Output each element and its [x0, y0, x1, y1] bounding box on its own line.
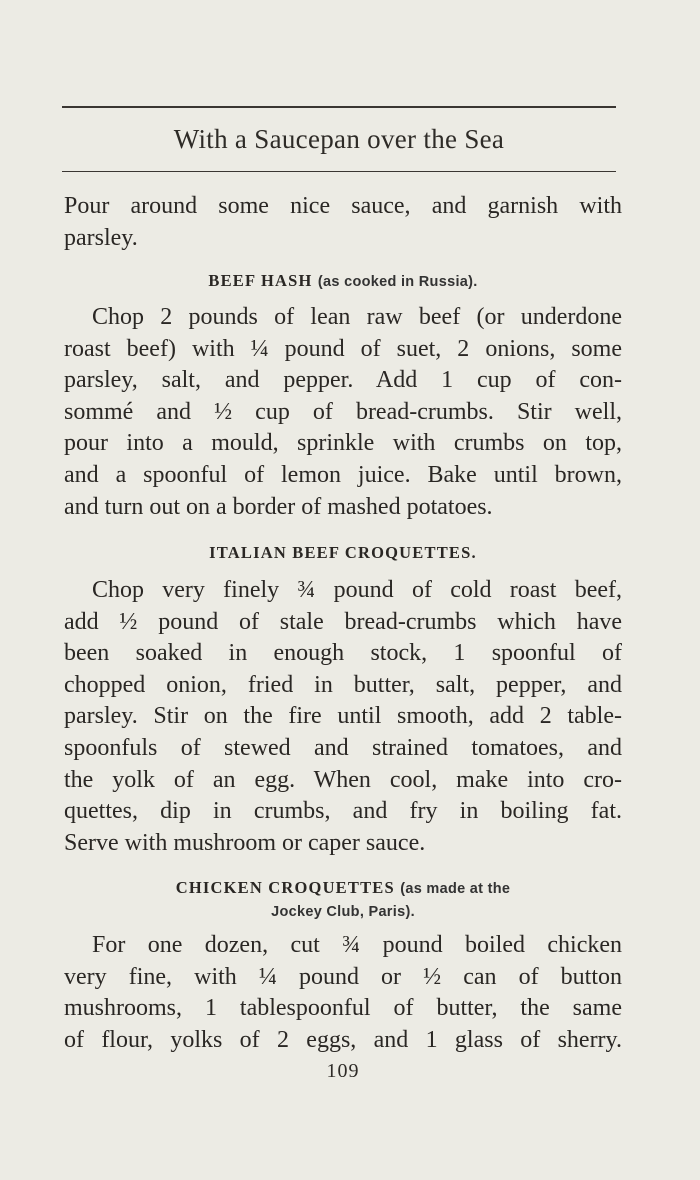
- recipe-body-chicken-croquettes: [64, 930, 622, 1056]
- recipe-heading-beef-hash: [64, 270, 622, 293]
- italian-line-3: been soaked in enough stock, 1 spoonful of: [64, 640, 622, 667]
- italian-croquettes-title: ITALIAN BEEF CROQUETTES.: [209, 543, 477, 562]
- chicken-croquettes-title: CHICKEN CROQUETTES: [175, 878, 395, 897]
- chicken-croquettes-note-1: (as made at the: [400, 881, 511, 897]
- italian-line-8: quettes, dip in crumbs, and fry in boiling fat.: [64, 798, 622, 825]
- recipe-heading-chicken-croquettes: [64, 877, 622, 923]
- beef-hash-line-2: roast beef) with ¼ pound of suet, 2 onions, some: [64, 335, 622, 362]
- chicken-line-3: mushrooms, 1 tablespoonful of butter, the same: [64, 995, 622, 1022]
- chicken-line-1: For one dozen, cut ¾ pound boiled chicken: [92, 932, 622, 958]
- beef-hash-line-3: parsley, salt, and pepper. Add 1 cup of con-: [64, 367, 622, 394]
- italian-line-5: parsley. Stir on the fire until smooth, add 2 table-: [64, 703, 622, 730]
- italian-line-7: the yolk of an egg. When cool, make into cro-: [64, 766, 622, 793]
- beef-hash-line-7: and turn out on a border of mashed potatoes.: [64, 493, 493, 520]
- italian-line-9: Serve with mushroom or caper sauce.: [64, 829, 426, 856]
- beef-hash-line-6: and a spoonful of lemon juice. Bake until brown,: [64, 461, 622, 488]
- header-rule-top: [62, 106, 616, 108]
- chicken-croquettes-note-2: Jockey Club, Paris).: [271, 904, 415, 920]
- italian-line-1: Chop very finely ¾ pound of cold roast beef,: [92, 577, 622, 603]
- intro-line-2: parsley.: [64, 224, 138, 251]
- intro-line-1: Pour around some nice sauce, and garnish with: [64, 193, 622, 219]
- recipe-heading-italian-croquettes: [64, 542, 622, 564]
- recipe-body-beef-hash: [64, 302, 622, 523]
- beef-hash-line-4: sommé and ½ cup of bread-crumbs. Stir well,: [64, 398, 622, 425]
- beef-hash-line-5: pour into a mould, sprinkle with crumbs on top,: [64, 430, 622, 457]
- beef-hash-title: BEEF HASH: [208, 271, 313, 290]
- italian-line-6: spoonfuls of stewed and strained tomatoes, and: [64, 734, 622, 761]
- beef-hash-line-1: Chop 2 pounds of lean raw beef (or underdone: [92, 304, 622, 330]
- page-number: 109: [326, 1060, 360, 1082]
- chicken-line-4: of flour, yolks of 2 eggs, and 1 glass of sherry.: [64, 1026, 622, 1053]
- recipe-body-italian-croquettes: [64, 575, 622, 859]
- running-header-title: With a Saucepan over the Sea: [173, 124, 505, 154]
- italian-line-2: add ½ pound of stale bread-crumbs which have: [64, 608, 622, 635]
- chicken-line-2: very fine, with ¼ pound or ½ can of button: [64, 963, 622, 990]
- italian-line-4: chopped onion, fried in butter, salt, pepper, and: [64, 671, 622, 698]
- header-rule-bottom: [62, 171, 616, 172]
- beef-hash-note: (as cooked in Russia).: [317, 274, 478, 290]
- intro-paragraph: [64, 191, 622, 254]
